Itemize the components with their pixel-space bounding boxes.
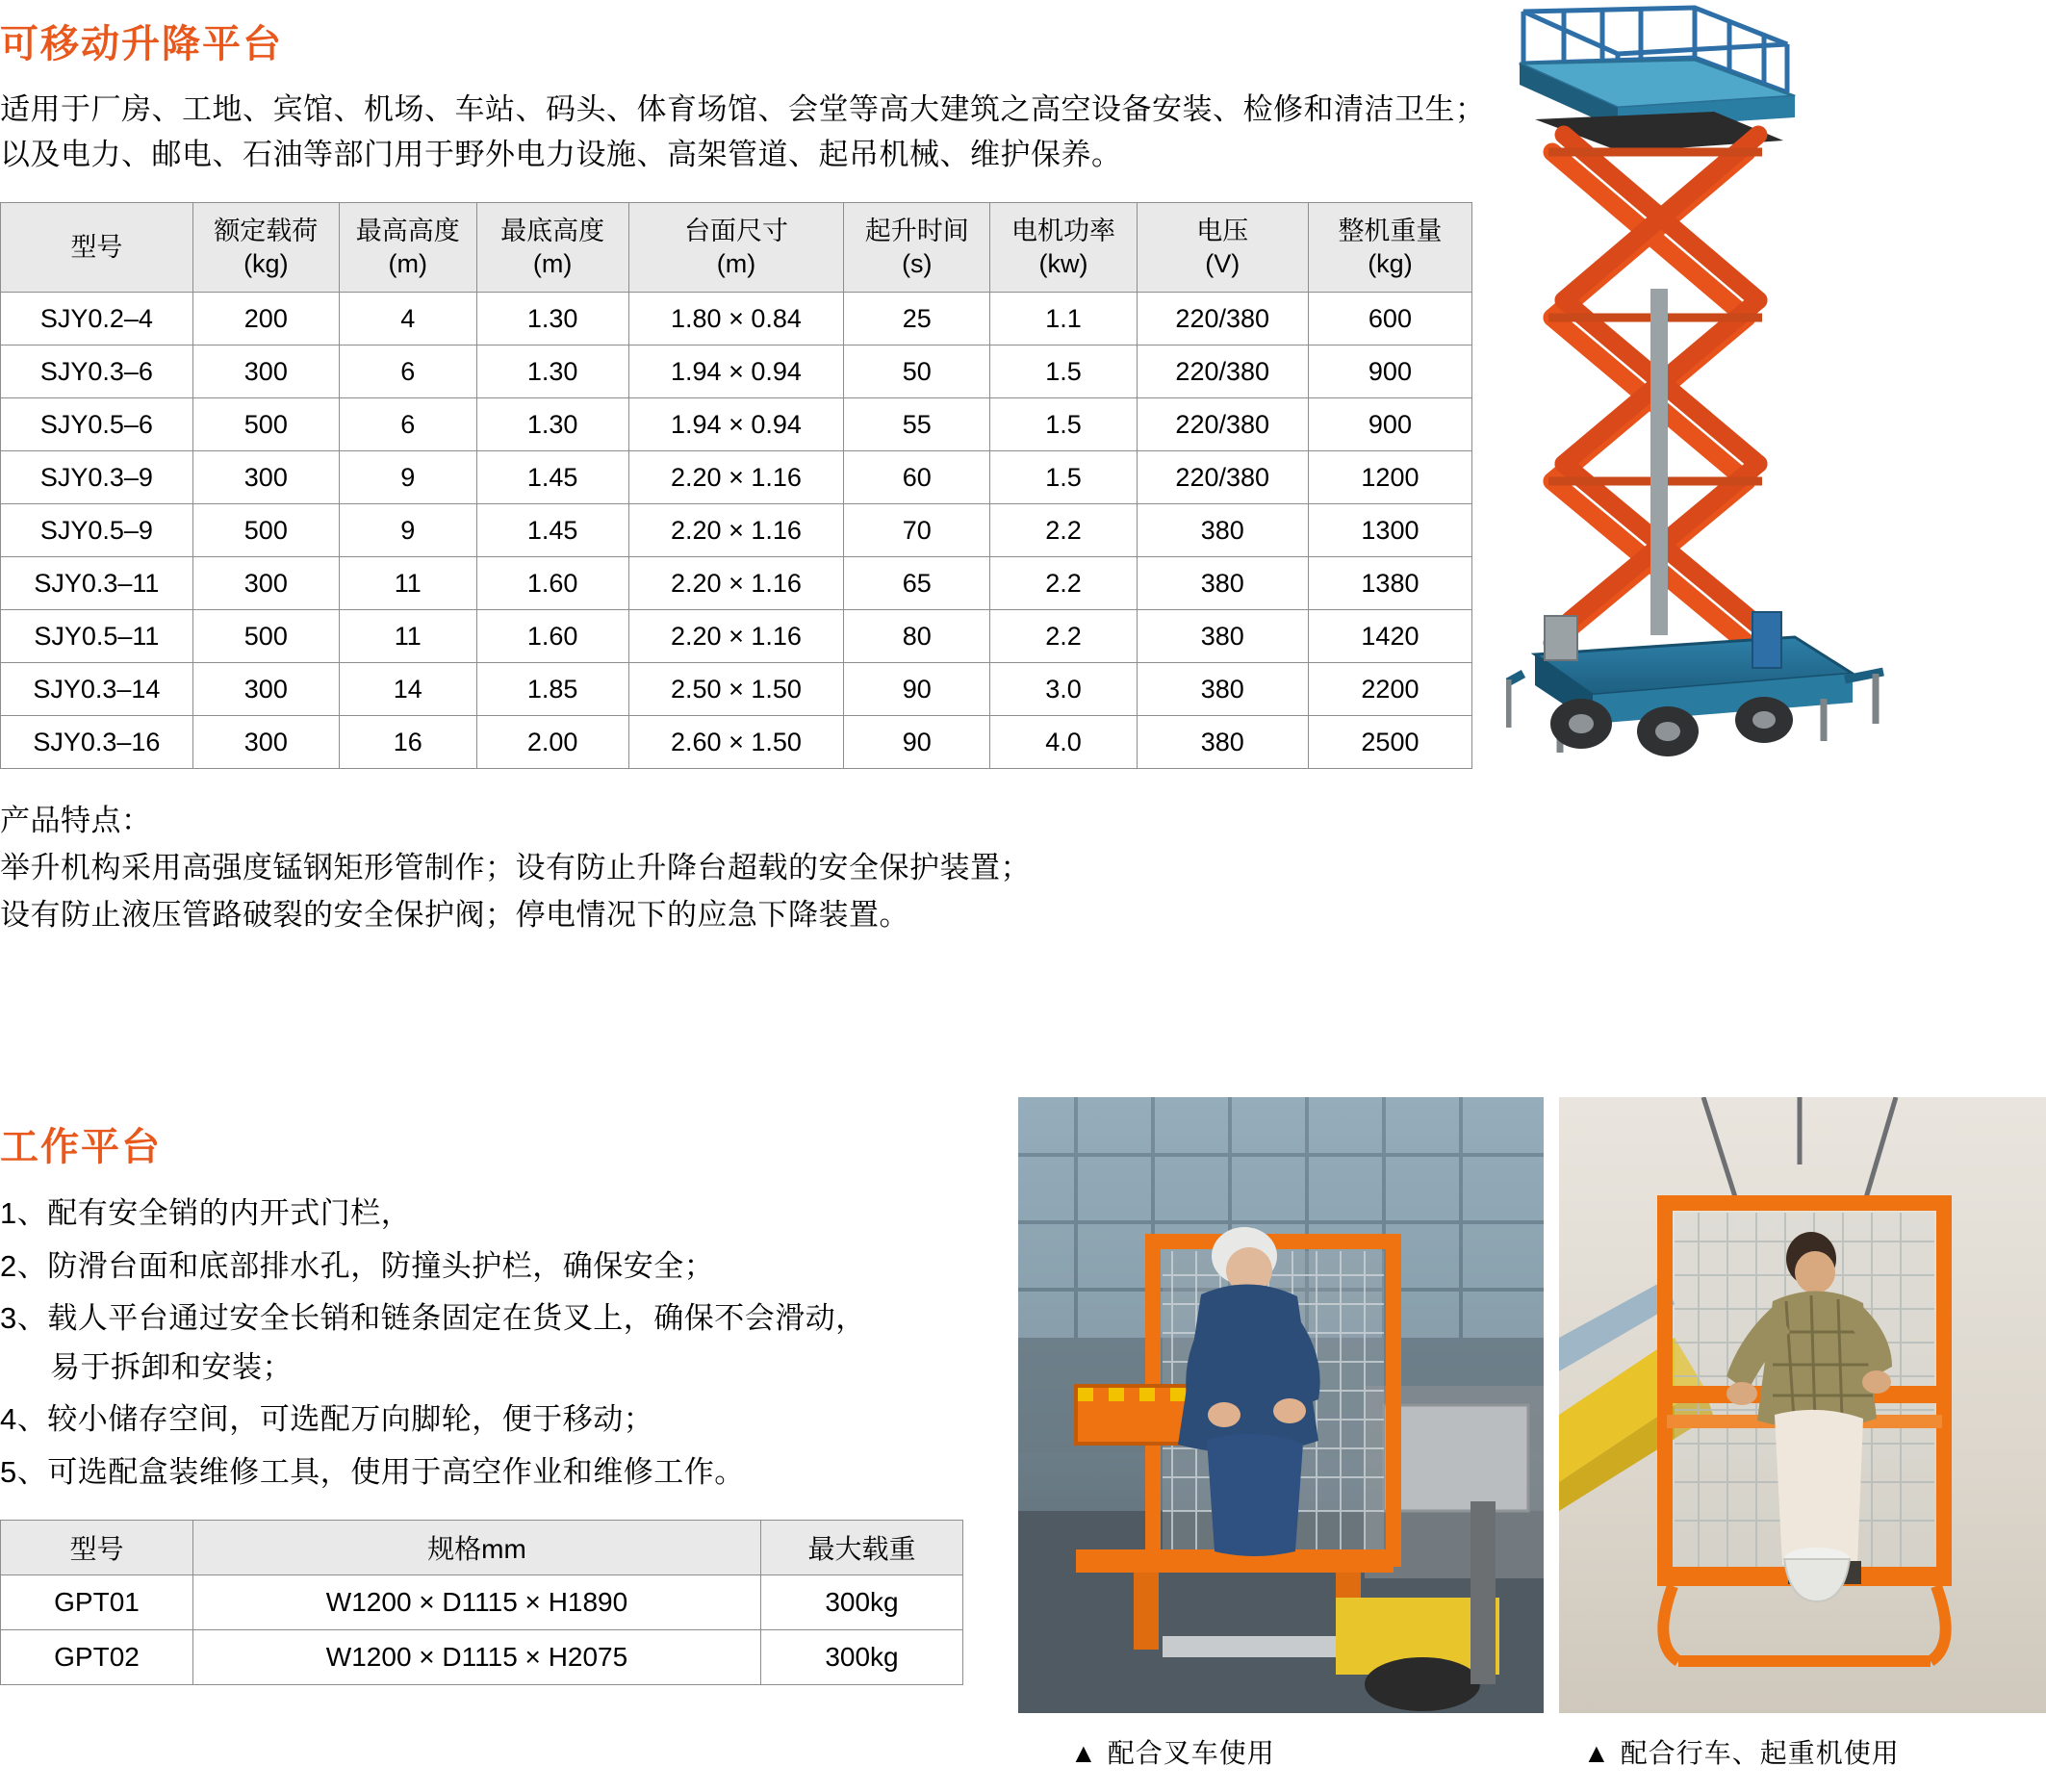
spec-header-line2: (m) bbox=[716, 249, 756, 279]
spec-cell: 1.30 bbox=[476, 293, 628, 346]
list-item bbox=[0, 1294, 991, 1392]
list-item-text: 4、较小储存空间，可选配万向脚轮，便于移动； bbox=[0, 1402, 654, 1437]
gpt-cell: GPT02 bbox=[1, 1630, 193, 1685]
spec-cell: SJY0.3–11 bbox=[1, 557, 193, 610]
spec-cell: SJY0.2–4 bbox=[1, 293, 193, 346]
spec-cell: 2.20 × 1.16 bbox=[628, 451, 844, 504]
spec-cell: SJY0.5–11 bbox=[1, 610, 193, 663]
spec-cell: SJY0.3–6 bbox=[1, 346, 193, 398]
spec-header-cell bbox=[1137, 203, 1308, 293]
spec-cell: SJY0.5–6 bbox=[1, 398, 193, 451]
spec-header-line2: (m) bbox=[532, 249, 573, 279]
spec-cell: 1200 bbox=[1308, 451, 1471, 504]
photo-forklift-platform bbox=[1018, 1097, 1544, 1713]
features-line-1: 举升机构采用高强度锰钢矩形管制作；设有防止升降台超载的安全保护装置； bbox=[0, 851, 1031, 885]
spec-cell: 500 bbox=[192, 398, 339, 451]
spec-header-line2: (s) bbox=[902, 249, 933, 279]
caption-crane bbox=[1583, 1732, 1900, 1771]
spec-cell: 65 bbox=[844, 557, 990, 610]
spec-cell: 25 bbox=[844, 293, 990, 346]
spec-header-line1: 型号 bbox=[70, 232, 123, 262]
triangle-bullet-icon: ▲ bbox=[1070, 1738, 1098, 1768]
spec-header-line1: 台面尺寸 bbox=[683, 216, 788, 245]
section-mobile-lift-platform bbox=[0, 23, 1501, 940]
spec-cell: 200 bbox=[192, 293, 339, 346]
spec-header-cell bbox=[990, 203, 1137, 293]
list-item bbox=[0, 1395, 991, 1445]
spec-header-line1: 最底高度 bbox=[500, 216, 605, 245]
spec-cell: 380 bbox=[1137, 663, 1308, 716]
spec-header-line1: 起升时间 bbox=[864, 216, 969, 245]
table-row bbox=[1, 1575, 963, 1630]
spec-cell: 50 bbox=[844, 346, 990, 398]
spec-cell: 1.60 bbox=[476, 610, 628, 663]
table-row bbox=[1, 346, 1472, 398]
spec-cell: 4 bbox=[339, 293, 476, 346]
spec-cell: 3.0 bbox=[990, 663, 1137, 716]
spec-cell: 300 bbox=[192, 451, 339, 504]
spec-cell: 600 bbox=[1308, 293, 1471, 346]
spec-cell: 90 bbox=[844, 716, 990, 769]
spec-header-line2: (kw) bbox=[1038, 249, 1088, 279]
spec-cell: 500 bbox=[192, 504, 339, 557]
spec-header-line2: (m) bbox=[388, 249, 427, 279]
spec-cell: 2.50 × 1.50 bbox=[628, 663, 844, 716]
table-row bbox=[1, 716, 1472, 769]
spec-header-cell bbox=[339, 203, 476, 293]
spec-cell: 2.20 × 1.16 bbox=[628, 557, 844, 610]
spec-cell: 80 bbox=[844, 610, 990, 663]
list-item-text: 5、可选配盒装维修工具，使用于高空作业和维修工作。 bbox=[0, 1454, 745, 1489]
spec-header-cell bbox=[1308, 203, 1471, 293]
spec-cell: 1300 bbox=[1308, 504, 1471, 557]
hydraulic-cylinder bbox=[1650, 289, 1668, 635]
list-item-text: 3、载人平台通过安全长销和链条固定在货叉上，确保不会滑动， bbox=[0, 1301, 866, 1336]
spec-cell: 1.45 bbox=[476, 451, 628, 504]
spec-cell: 4.0 bbox=[990, 716, 1137, 769]
spec-cell: 6 bbox=[339, 346, 476, 398]
caption-forklift-text: 配合叉车使用 bbox=[1107, 1738, 1275, 1768]
spec-cell: 380 bbox=[1137, 610, 1308, 663]
spec-cell: 1.30 bbox=[476, 346, 628, 398]
list-item-text: 1、配有安全销的内开式门栏， bbox=[0, 1196, 412, 1230]
spec-cell: SJY0.3–16 bbox=[1, 716, 193, 769]
spec-cell: 220/380 bbox=[1137, 346, 1308, 398]
spec-header-cell bbox=[844, 203, 990, 293]
spec-cell: 2200 bbox=[1308, 663, 1471, 716]
spec-cell: 300 bbox=[192, 557, 339, 610]
work-platform-table bbox=[0, 1520, 963, 1685]
spec-cell: 1.60 bbox=[476, 557, 628, 610]
spec-cell: 55 bbox=[844, 398, 990, 451]
gpt-cell: 300kg bbox=[761, 1575, 963, 1630]
spec-cell: SJY0.3–9 bbox=[1, 451, 193, 504]
table-row bbox=[1, 293, 1472, 346]
spec-cell: 2.00 bbox=[476, 716, 628, 769]
spec-cell: 380 bbox=[1137, 504, 1308, 557]
spec-cell: 1.45 bbox=[476, 504, 628, 557]
intro-paragraph: 适用于厂房、工地、宾馆、机场、车站、码头、体育场馆、会堂等高大建筑之高空设备安装、检修和清洁卫生；以及电力、邮电、石油等部门用于野外电力设施、高架管道、起吊机械、维护保养。 bbox=[0, 92, 1486, 172]
gpt-cell: W1200 × D1115 × H1890 bbox=[193, 1575, 761, 1630]
table-row bbox=[1, 557, 1472, 610]
gpt-cell: GPT01 bbox=[1, 1575, 193, 1630]
work-platform-header-row bbox=[1, 1521, 963, 1575]
spec-cell: 2.2 bbox=[990, 557, 1137, 610]
photo-crane-platform bbox=[1559, 1097, 2046, 1713]
list-item-text-continued: 易于拆卸和安装； bbox=[50, 1349, 293, 1384]
spec-header-cell bbox=[1, 203, 193, 293]
spec-cell: 1.94 × 0.94 bbox=[628, 346, 844, 398]
spec-cell: 70 bbox=[844, 504, 990, 557]
gpt-header-cell: 型号 bbox=[1, 1521, 193, 1575]
spec-cell: 9 bbox=[339, 504, 476, 557]
spec-cell: 16 bbox=[339, 716, 476, 769]
spec-header-line2: (kg) bbox=[243, 249, 289, 279]
list-item bbox=[0, 1448, 991, 1498]
gpt-header-cell: 规格mm bbox=[193, 1521, 761, 1575]
spec-cell: SJY0.5–9 bbox=[1, 504, 193, 557]
table-row bbox=[1, 610, 1472, 663]
spec-cell: 380 bbox=[1137, 557, 1308, 610]
list-item bbox=[0, 1190, 991, 1239]
spec-cell: 220/380 bbox=[1137, 451, 1308, 504]
spec-cell: 1420 bbox=[1308, 610, 1471, 663]
spec-cell: 2.20 × 1.16 bbox=[628, 610, 844, 663]
spec-header-line2: (kg) bbox=[1368, 249, 1413, 279]
spec-cell: 2.20 × 1.16 bbox=[628, 504, 844, 557]
spec-cell: 900 bbox=[1308, 346, 1471, 398]
spec-cell: 300 bbox=[192, 716, 339, 769]
spec-cell: 2500 bbox=[1308, 716, 1471, 769]
spec-cell: 380 bbox=[1137, 716, 1308, 769]
spec-cell: 500 bbox=[192, 610, 339, 663]
product-features bbox=[0, 798, 1501, 937]
spec-header-line1: 电压 bbox=[1196, 216, 1249, 245]
spec-cell: 300 bbox=[192, 346, 339, 398]
list-item-text: 2、防滑台面和底部排水孔，防撞头护栏，确保安全； bbox=[0, 1248, 715, 1283]
features-line-2: 设有防止液压管路破裂的安全保护阀；停电情况下的应急下降装置。 bbox=[0, 898, 909, 933]
spec-header-cell bbox=[628, 203, 844, 293]
spec-cell: 1.80 × 0.84 bbox=[628, 293, 844, 346]
spec-cell: 1.1 bbox=[990, 293, 1137, 346]
spec-header-cell bbox=[476, 203, 628, 293]
spec-cell: 90 bbox=[844, 663, 990, 716]
section-work-platform bbox=[0, 1126, 991, 1685]
section-title-work-platform: 工作平台 bbox=[0, 1126, 162, 1168]
page-title: 可移动升降平台 bbox=[0, 23, 283, 65]
spec-cell: 60 bbox=[844, 451, 990, 504]
table-row bbox=[1, 663, 1472, 716]
spec-cell: 6 bbox=[339, 398, 476, 451]
spec-cell: 9 bbox=[339, 451, 476, 504]
spec-cell: 300 bbox=[192, 663, 339, 716]
caption-forklift bbox=[1070, 1732, 1275, 1771]
feature-list bbox=[0, 1190, 991, 1497]
spec-table-header-row bbox=[1, 203, 1472, 293]
scissor-lift-image bbox=[1506, 0, 2046, 1059]
spec-cell: SJY0.3–14 bbox=[1, 663, 193, 716]
list-item bbox=[0, 1242, 991, 1292]
gpt-cell: 300kg bbox=[761, 1630, 963, 1685]
spec-header-line1: 整机重量 bbox=[1338, 216, 1443, 245]
caption-crane-text: 配合行车、起重机使用 bbox=[1620, 1738, 1900, 1768]
gpt-cell: W1200 × D1115 × H2075 bbox=[193, 1630, 761, 1685]
spec-cell: 900 bbox=[1308, 398, 1471, 451]
spec-cell: 2.2 bbox=[990, 504, 1137, 557]
table-row bbox=[1, 451, 1472, 504]
features-heading: 产品特点： bbox=[0, 804, 152, 838]
triangle-bullet-icon: ▲ bbox=[1583, 1738, 1611, 1768]
spec-cell: 1.5 bbox=[990, 398, 1137, 451]
control-box bbox=[1545, 616, 1577, 660]
spec-cell: 2.2 bbox=[990, 610, 1137, 663]
spec-cell: 11 bbox=[339, 610, 476, 663]
spec-cell: 11 bbox=[339, 557, 476, 610]
spec-cell: 1.94 × 0.94 bbox=[628, 398, 844, 451]
spec-header-line1: 额定载荷 bbox=[214, 216, 319, 245]
gpt-header-cell: 最大载重 bbox=[761, 1521, 963, 1575]
spec-cell: 14 bbox=[339, 663, 476, 716]
spec-cell: 2.60 × 1.50 bbox=[628, 716, 844, 769]
spec-cell: 1380 bbox=[1308, 557, 1471, 610]
spec-table bbox=[0, 202, 1472, 769]
table-row bbox=[1, 504, 1472, 557]
spec-header-line2: (V) bbox=[1205, 249, 1240, 279]
spec-cell: 220/380 bbox=[1137, 398, 1308, 451]
table-row bbox=[1, 1630, 963, 1685]
table-row bbox=[1, 398, 1472, 451]
spec-cell: 1.30 bbox=[476, 398, 628, 451]
spec-header-line1: 最高高度 bbox=[355, 216, 460, 245]
spec-header-cell bbox=[192, 203, 339, 293]
mast-box bbox=[1752, 612, 1781, 668]
spec-cell: 220/380 bbox=[1137, 293, 1308, 346]
spec-cell: 1.5 bbox=[990, 346, 1137, 398]
spec-cell: 1.5 bbox=[990, 451, 1137, 504]
spec-cell: 1.85 bbox=[476, 663, 628, 716]
spec-header-line1: 电机功率 bbox=[1010, 216, 1115, 245]
